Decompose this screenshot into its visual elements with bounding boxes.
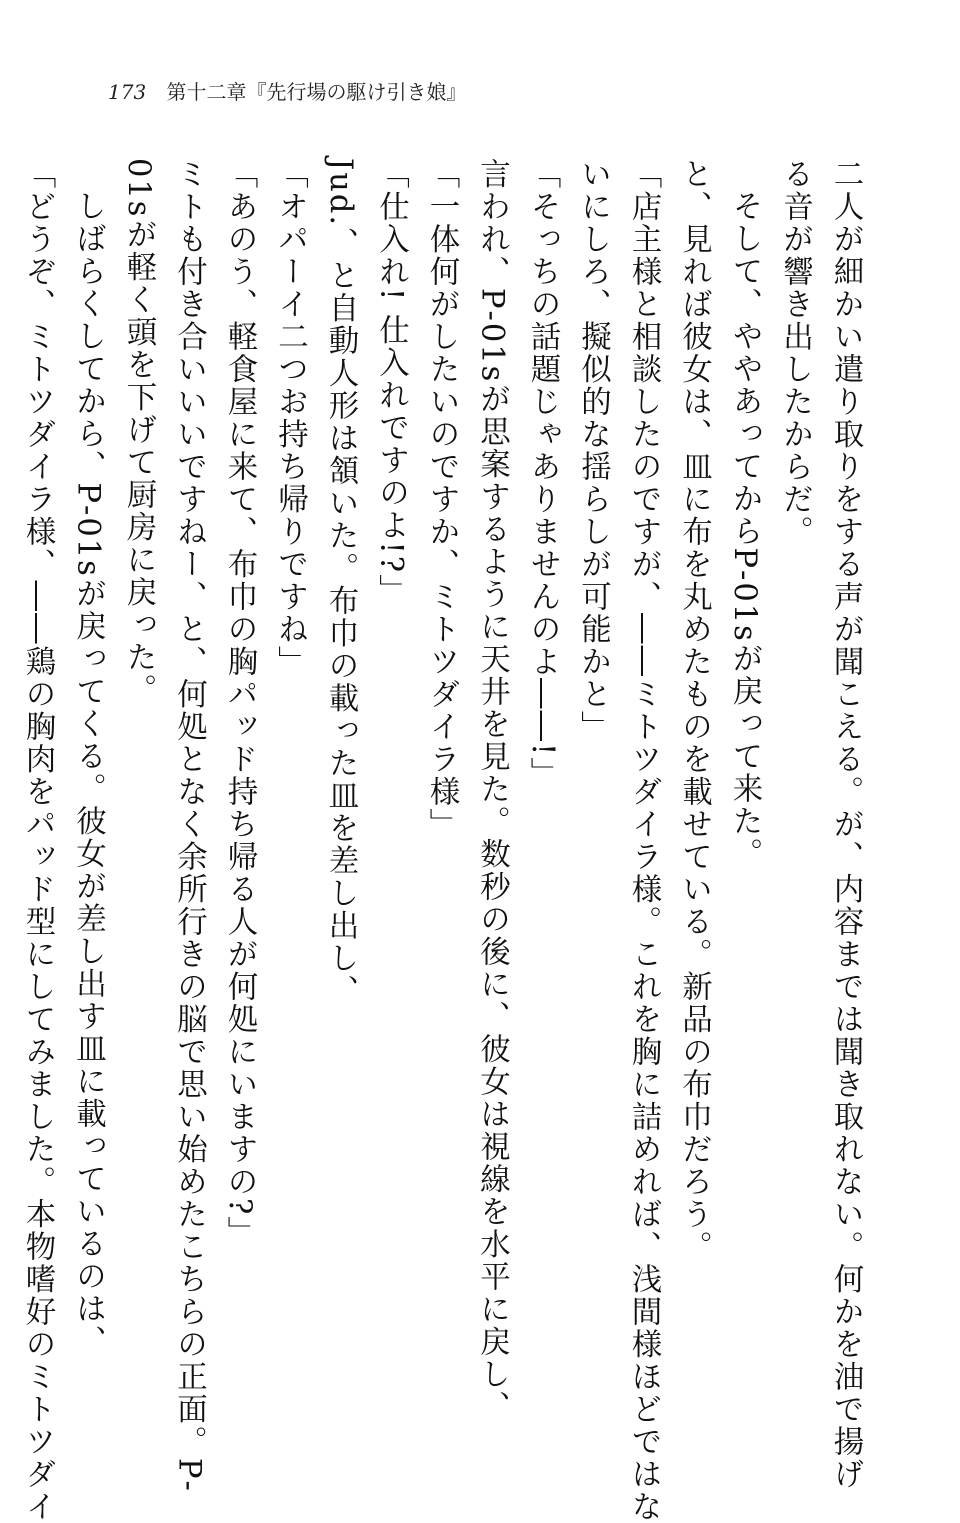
text-line: る音が響き出したからだ。 bbox=[777, 158, 813, 548]
page-number: 173 bbox=[108, 80, 147, 104]
dialogue-line: 「あのう、軽食屋に来て、布巾の胸パッド持ち帰る人が何処にいますの?」 bbox=[222, 158, 257, 1249]
text-line: Jud.、と自動人形は頷いた。布巾の載った皿を差し出し、 bbox=[323, 158, 358, 1008]
text-line: 言われ、P‐01sが思案するように天井を見た。数秒の後に、彼女は視線を水平に戻し、 bbox=[474, 158, 510, 1424]
text-line: と、見れば彼女は、皿に布を丸めたものを載せている。新品の布巾だろう。 bbox=[676, 158, 712, 1263]
dialogue-line: 「オパーイ二つお持ち帰りですね」 bbox=[272, 158, 308, 678]
chapter-title: 第十二章『先行場の駆け引き娘』 bbox=[166, 80, 467, 104]
text-line: ミトも付き合いいいですねー、と、何処となく余所行きの脳で思い始めたこちらの正面。P‐ bbox=[171, 158, 207, 1493]
dialogue-line: 「店主様と相談したのですが、――ミトツダイラ様。これを胸に詰めれば、浅間様ほどではな bbox=[626, 158, 661, 1523]
text-line: そして、ややあってからP‐01sが戻って来た。 bbox=[727, 190, 762, 871]
page-header bbox=[108, 76, 467, 105]
text-line: 二人が細かい遣り取りをする声が聞こえる。が、内容までは聞き取れない。何かを油で揚げ bbox=[828, 158, 863, 1491]
vertical-body-text bbox=[12, 158, 871, 1523]
dialogue-line: 「どうぞ、ミトツダイラ様、――鶏の胸肉をパッド型にしてみました。本物嗜好のミトツダイ bbox=[20, 158, 55, 1523]
text-line: 01sが軽く頭を下げて厨房に戻った。 bbox=[121, 158, 156, 706]
text-line: いにしろ、擬似的な揺らしが可能かと」 bbox=[575, 158, 611, 743]
text-line: しばらくしてから、P‐01sが戻ってくる。彼女が差し出す皿に載っているのは、 bbox=[70, 190, 106, 1358]
dialogue-line: 「そっちの話題じゃありませんのよ――!」 bbox=[525, 158, 560, 790]
dialogue-line: 「仕入れ! 仕入れですのよ!?」 bbox=[373, 158, 409, 607]
dialogue-line: 「一体何がしたいのですか、ミトツダイラ様」 bbox=[424, 158, 459, 841]
